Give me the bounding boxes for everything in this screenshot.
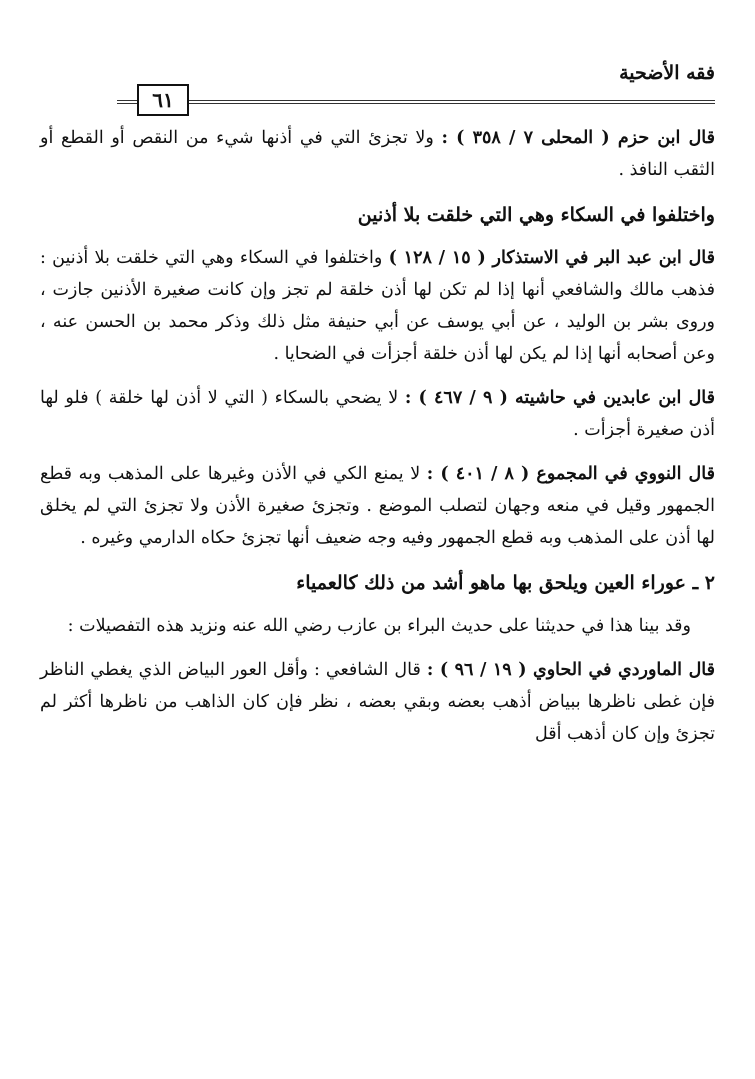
running-title: فقه الأضحية [619, 62, 715, 84]
paragraph-nawawi [40, 458, 715, 554]
text-ibn-abidin: لا يضحي بالسكاء ( التي لا أذن لها خلقة ) فلو لها أذن صغيرة أجزأت . [40, 388, 715, 440]
citation-nawawi: قال النووي في المجموع ( ٨ / ٤٠١ ) : [426, 464, 715, 484]
citation-ibn-abd-albarr: قال ابن عبد البر في الاستذكار ( ١٥ / ١٢٨ ) [388, 248, 715, 268]
page-body [40, 122, 715, 762]
paragraph-bara-hadith: وقد بينا هذا في حديثنا على حديث البراء بن عازب رضي الله عنه ونزيد هذه التفصيلات : [67, 616, 691, 636]
text-nawawi: لا يمنع الكي في الأذن وغيرها على المذهب وبه قطع الجمهور وقيل في منعه وجهان لتصلب الموضع . وتجزئ صغيرة الأذن ولا تجزئ التي لم يخلق لها أذن على المذهب وبه قطع الجمهور وفيه وجه ضعيف أنها تجزئ حكاه الدارمي وغيره . [40, 464, 715, 548]
page-number: ٦١ [137, 84, 189, 116]
citation-ibn-hazm: قال ابن حزم ( المحلى ٧ / ٣٥٨ ) : [441, 128, 715, 148]
paragraph-mawardi [40, 654, 715, 750]
text-ibn-hazm: ولا تجزئ التي في أذنها شيء من النقص أو القطع أو الثقب النافذ . [40, 128, 715, 180]
citation-ibn-abidin: قال ابن عابدين في حاشيته ( ٩ / ٤٦٧ ) : [404, 388, 715, 408]
paragraph-ibn-hazm [40, 122, 715, 186]
paragraph-ibn-abd-albarr [40, 242, 715, 370]
header-rule [117, 100, 715, 104]
heading-sakka: واختلفوا في السكاء وهي التي خلقت بلا أذنين [357, 204, 715, 226]
text-mawardi: قال الشافعي : وأقل العور البياض الذي يغطي الناظر فإن غطى ناظرها ببياض أذهب بعضه وبقي بعضه ، نظر فإن كان الذاهب من ناظرها أكثر لم تجزئ وإن كان أذهب أقل [40, 660, 715, 744]
heading-one-eyed: ٢ ـ عوراء العين ويلحق بها ماهو أشد من ذلك كالعمياء [296, 572, 715, 594]
paragraph-ibn-abidin [40, 382, 715, 446]
citation-mawardi: قال الماوردي في الحاوي ( ١٩ / ٩٦ ) : [426, 660, 715, 680]
text-ibn-abd-albarr: واختلفوا في السكاء وهي التي خلقت بلا أذنين : فذهب مالك والشافعي أنها إذا لم تكن لها أذن خلقة لم تجز وإن كانت صغيرة الأذنين جازت ، وروى بشر بن الوليد ، عن أبي يوسف عن أبي حنيفة مثل ذلك وذكر محمد بن الحسن عنه ، وعن أصحابه أنها إذا لم يكن لها أذن خلقة أجزأت في الضحايا . [40, 248, 715, 364]
